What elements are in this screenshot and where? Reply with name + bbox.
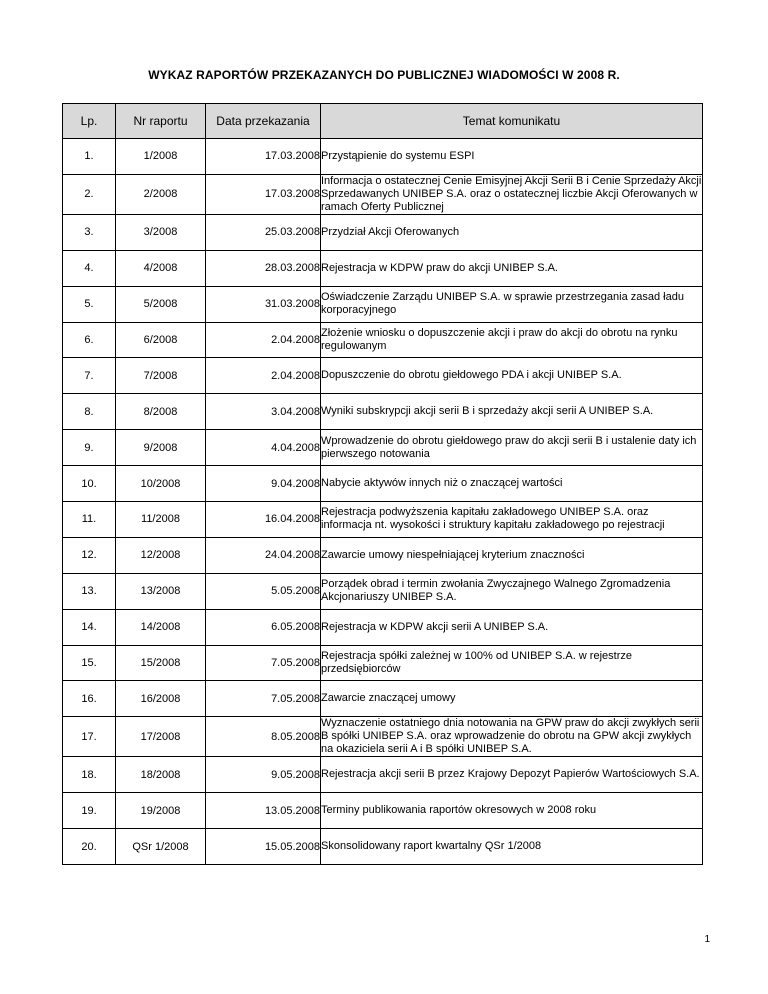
header-lp: Lp. <box>63 104 116 139</box>
cell-lp: 4. <box>63 250 116 286</box>
table-row <box>63 793 703 829</box>
cell-lp: 17. <box>63 717 116 757</box>
table-row <box>63 537 703 573</box>
cell-topic: Zawarcie znaczącej umowy <box>321 681 703 717</box>
cell-lp: 15. <box>63 645 116 681</box>
cell-report-number: 5/2008 <box>116 286 206 322</box>
table-header-row <box>63 104 703 139</box>
cell-date: 4.04.2008 <box>206 430 321 466</box>
cell-date: 9.05.2008 <box>206 757 321 793</box>
table-row <box>63 757 703 793</box>
cell-date: 3.04.2008 <box>206 394 321 430</box>
cell-topic: Porządek obrad i termin zwołania Zwyczajnego Walnego Zgromadzenia Akcjonariuszy UNIBEP S.A. <box>321 573 703 609</box>
table-row <box>63 430 703 466</box>
cell-lp: 5. <box>63 286 116 322</box>
cell-topic: Rejestracja akcji serii B przez Krajowy Depozyt Papierów Wartościowych S.A. <box>321 757 703 793</box>
cell-report-number: 16/2008 <box>116 681 206 717</box>
table-row <box>63 214 703 250</box>
cell-report-number: 4/2008 <box>116 250 206 286</box>
cell-topic: Rejestracja w KDPW praw do akcji UNIBEP S.A. <box>321 250 703 286</box>
header-report-number: Nr raportu <box>116 104 206 139</box>
cell-lp: 3. <box>63 214 116 250</box>
cell-report-number: 15/2008 <box>116 645 206 681</box>
table-row <box>63 609 703 645</box>
table-row <box>63 829 703 865</box>
cell-topic: Wprowadzenie do obrotu giełdowego praw do akcji serii B i ustalenie daty ich pierwszego notowania <box>321 430 703 466</box>
cell-report-number: 8/2008 <box>116 394 206 430</box>
header-topic: Temat komunikatu <box>321 104 703 139</box>
cell-lp: 2. <box>63 174 116 214</box>
cell-date: 9.04.2008 <box>206 466 321 502</box>
cell-date: 5.05.2008 <box>206 573 321 609</box>
cell-date: 13.05.2008 <box>206 793 321 829</box>
cell-report-number: 2/2008 <box>116 174 206 214</box>
cell-report-number: 14/2008 <box>116 609 206 645</box>
table-row <box>63 358 703 394</box>
cell-date: 24.04.2008 <box>206 537 321 573</box>
table-row <box>63 174 703 214</box>
cell-lp: 18. <box>63 757 116 793</box>
cell-lp: 1. <box>63 139 116 175</box>
cell-topic: Rejestracja w KDPW akcji serii A UNIBEP S.A. <box>321 609 703 645</box>
cell-lp: 14. <box>63 609 116 645</box>
cell-report-number: 19/2008 <box>116 793 206 829</box>
table-row <box>63 250 703 286</box>
cell-date: 15.05.2008 <box>206 829 321 865</box>
cell-topic: Skonsolidowany raport kwartalny QSr 1/2008 <box>321 829 703 865</box>
cell-report-number: 12/2008 <box>116 537 206 573</box>
cell-lp: 11. <box>63 502 116 538</box>
cell-date: 25.03.2008 <box>206 214 321 250</box>
cell-report-number: 7/2008 <box>116 358 206 394</box>
cell-date: 17.03.2008 <box>206 174 321 214</box>
table-row <box>63 139 703 175</box>
cell-date: 2.04.2008 <box>206 358 321 394</box>
cell-report-number: 13/2008 <box>116 573 206 609</box>
cell-lp: 16. <box>63 681 116 717</box>
cell-lp: 6. <box>63 322 116 358</box>
cell-topic: Przystąpienie do systemu ESPI <box>321 139 703 175</box>
table-row <box>63 322 703 358</box>
cell-lp: 7. <box>63 358 116 394</box>
cell-date: 7.05.2008 <box>206 645 321 681</box>
cell-date: 28.03.2008 <box>206 250 321 286</box>
page-number: 1 <box>704 934 710 945</box>
cell-report-number: 18/2008 <box>116 757 206 793</box>
cell-topic: Nabycie aktywów innych niż o znaczącej wartości <box>321 466 703 502</box>
cell-lp: 8. <box>63 394 116 430</box>
cell-lp: 20. <box>63 829 116 865</box>
table-row <box>63 645 703 681</box>
cell-lp: 19. <box>63 793 116 829</box>
cell-topic: Przydział Akcji Oferowanych <box>321 214 703 250</box>
table-row <box>63 466 703 502</box>
cell-topic: Oświadczenie Zarządu UNIBEP S.A. w sprawie przestrzegania zasad ładu korporacyjnego <box>321 286 703 322</box>
cell-topic: Rejestracja spółki zależnej w 100% od UNIBEP S.A. w rejestrze przedsiębiorców <box>321 645 703 681</box>
cell-report-number: 10/2008 <box>116 466 206 502</box>
cell-report-number: 9/2008 <box>116 430 206 466</box>
cell-date: 8.05.2008 <box>206 717 321 757</box>
cell-report-number: QSr 1/2008 <box>116 829 206 865</box>
table-row <box>63 573 703 609</box>
cell-topic: Zawarcie umowy niespełniającej kryterium znaczności <box>321 537 703 573</box>
cell-date: 2.04.2008 <box>206 322 321 358</box>
reports-table <box>62 103 703 865</box>
cell-lp: 10. <box>63 466 116 502</box>
table-row <box>63 286 703 322</box>
table-row <box>63 681 703 717</box>
cell-topic: Złożenie wniosku o dopuszczenie akcji i praw do akcji do obrotu na rynku regulowanym <box>321 322 703 358</box>
cell-topic: Wyznaczenie ostatniego dnia notowania na GPW praw do akcji zwykłych serii B spółki UNIBEP S.A. oraz wprowadzenie do obrotu na GPW akcji zwykłych na okaziciela serii A i B spółki UNIBEP S.A. <box>321 717 703 757</box>
table-row <box>63 394 703 430</box>
cell-lp: 9. <box>63 430 116 466</box>
cell-lp: 13. <box>63 573 116 609</box>
cell-date: 31.03.2008 <box>206 286 321 322</box>
cell-topic: Informacja o ostatecznej Cenie Emisyjnej Akcji Serii B i Cenie Sprzedaży Akcji Sprzedawanych UNIBEP S.A. oraz o ostatecznej liczbie Akcji Oferowanych w ramach Oferty Publicznej <box>321 174 702 213</box>
cell-report-number: 11/2008 <box>116 502 206 538</box>
cell-topic: Dopuszczenie do obrotu giełdowego PDA i akcji UNIBEP S.A. <box>321 358 703 394</box>
cell-date: 17.03.2008 <box>206 139 321 175</box>
cell-report-number: 1/2008 <box>116 139 206 175</box>
cell-topic: Terminy publikowania raportów okresowych w 2008 roku <box>321 793 703 829</box>
cell-date: 7.05.2008 <box>206 681 321 717</box>
cell-report-number: 6/2008 <box>116 322 206 358</box>
cell-lp: 12. <box>63 537 116 573</box>
header-date: Data przekazania <box>206 104 321 139</box>
cell-topic: Rejestracja podwyższenia kapitału zakładowego UNIBEP S.A. oraz informacja nt. wysokości i struktury kapitału zakładowego po rejestracji <box>321 502 703 538</box>
cell-report-number: 17/2008 <box>116 717 206 757</box>
document-title: WYKAZ RAPORTÓW PRZEKAZANYCH DO PUBLICZNEJ WIADOMOŚCI W 2008 R. <box>148 68 620 82</box>
cell-topic: Wyniki subskrypcji akcji serii B i sprzedaży akcji serii A UNIBEP S.A. <box>321 394 703 430</box>
table-row <box>63 717 703 757</box>
cell-date: 16.04.2008 <box>206 502 321 538</box>
cell-report-number: 3/2008 <box>116 214 206 250</box>
table-row <box>63 502 703 538</box>
cell-date: 6.05.2008 <box>206 609 321 645</box>
